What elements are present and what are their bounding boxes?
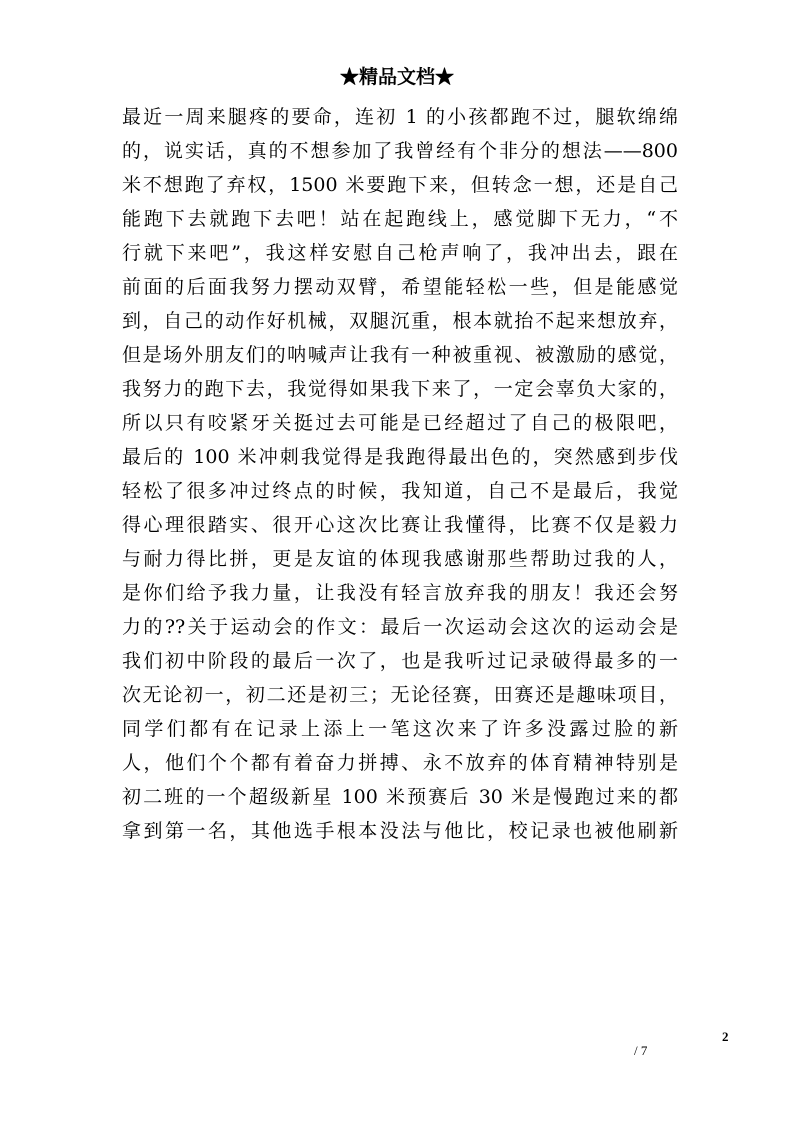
- text-line: 力的??关于运动会的作文：最后一次运动会这次的运动会是: [122, 616, 678, 638]
- text-line: 我努力的跑下去，我觉得如果我下来了，一定会辜负大家的，: [122, 378, 678, 400]
- text-line: 我们初中阶段的最后一次了，也是我听过记录破得最多的一: [122, 650, 678, 672]
- text-line: 轻松了很多冲过终点的时候，我知道，自己不是最后，我觉: [122, 480, 678, 502]
- page-number: 2: [722, 1029, 729, 1044]
- body-text: [122, 100, 678, 848]
- page-header-title: ★精品文档★: [339, 66, 454, 88]
- text-line: 米不想跑了弃权，1500 米要跑下来，但转念一想，还是自己: [122, 174, 678, 196]
- text-line: 是你们给予我力量，让我没有轻言放弃我的朋友！我还会努: [122, 582, 678, 604]
- text-line: 最近一周来腿疼的要命，连初 1 的小孩都跑不过，腿软绵绵: [122, 106, 678, 128]
- text-line: 到，自己的动作好机械，双腿沉重，根本就抬不起来想放弃，: [122, 310, 678, 332]
- text-line: 但是场外朋友们的呐喊声让我有一种被重视、被激励的感觉，: [122, 344, 678, 366]
- text-line: 次无论初一，初二还是初三；无论径赛，田赛还是趣味项目，: [122, 684, 678, 706]
- text-line: 得心理很踏实、很开心这次比赛让我懂得，比赛不仅是毅力: [122, 514, 678, 536]
- text-line: 人，他们个个都有着奋力拼搏、永不放弃的体育精神特别是: [122, 752, 678, 774]
- text-line: 与耐力得比拼，更是友谊的体现我感谢那些帮助过我的人，: [122, 548, 678, 570]
- text-line: 所以只有咬紧牙关挺过去可能是已经超过了自己的极限吧，: [122, 412, 678, 434]
- text-line: 同学们都有在记录上添上一笔这次来了许多没露过脸的新: [122, 718, 678, 740]
- text-line: 前面的后面我努力摆动双臂，希望能轻松一些，但是能感觉: [122, 276, 678, 298]
- text-line: 的，说实话，真的不想参加了我曾经有个非分的想法——800: [122, 140, 678, 162]
- text-line: 行就下来吧”，我这样安慰自己枪声响了，我冲出去，跟在: [122, 242, 678, 264]
- text-line: 最后的 100 米冲刺我觉得是我跑得最出色的，突然感到步伐: [122, 446, 678, 468]
- text-line: 拿到第一名，其他选手根本没法与他比，校记录也被他刷新: [122, 820, 678, 842]
- text-line: 能跑下去就跑下去吧！站在起跑线上，感觉脚下无力，“不: [122, 208, 678, 230]
- text-line: 初二班的一个超级新星 100 米预赛后 30 米是慢跑过来的都: [122, 786, 678, 808]
- page-total: / 7: [634, 1043, 648, 1058]
